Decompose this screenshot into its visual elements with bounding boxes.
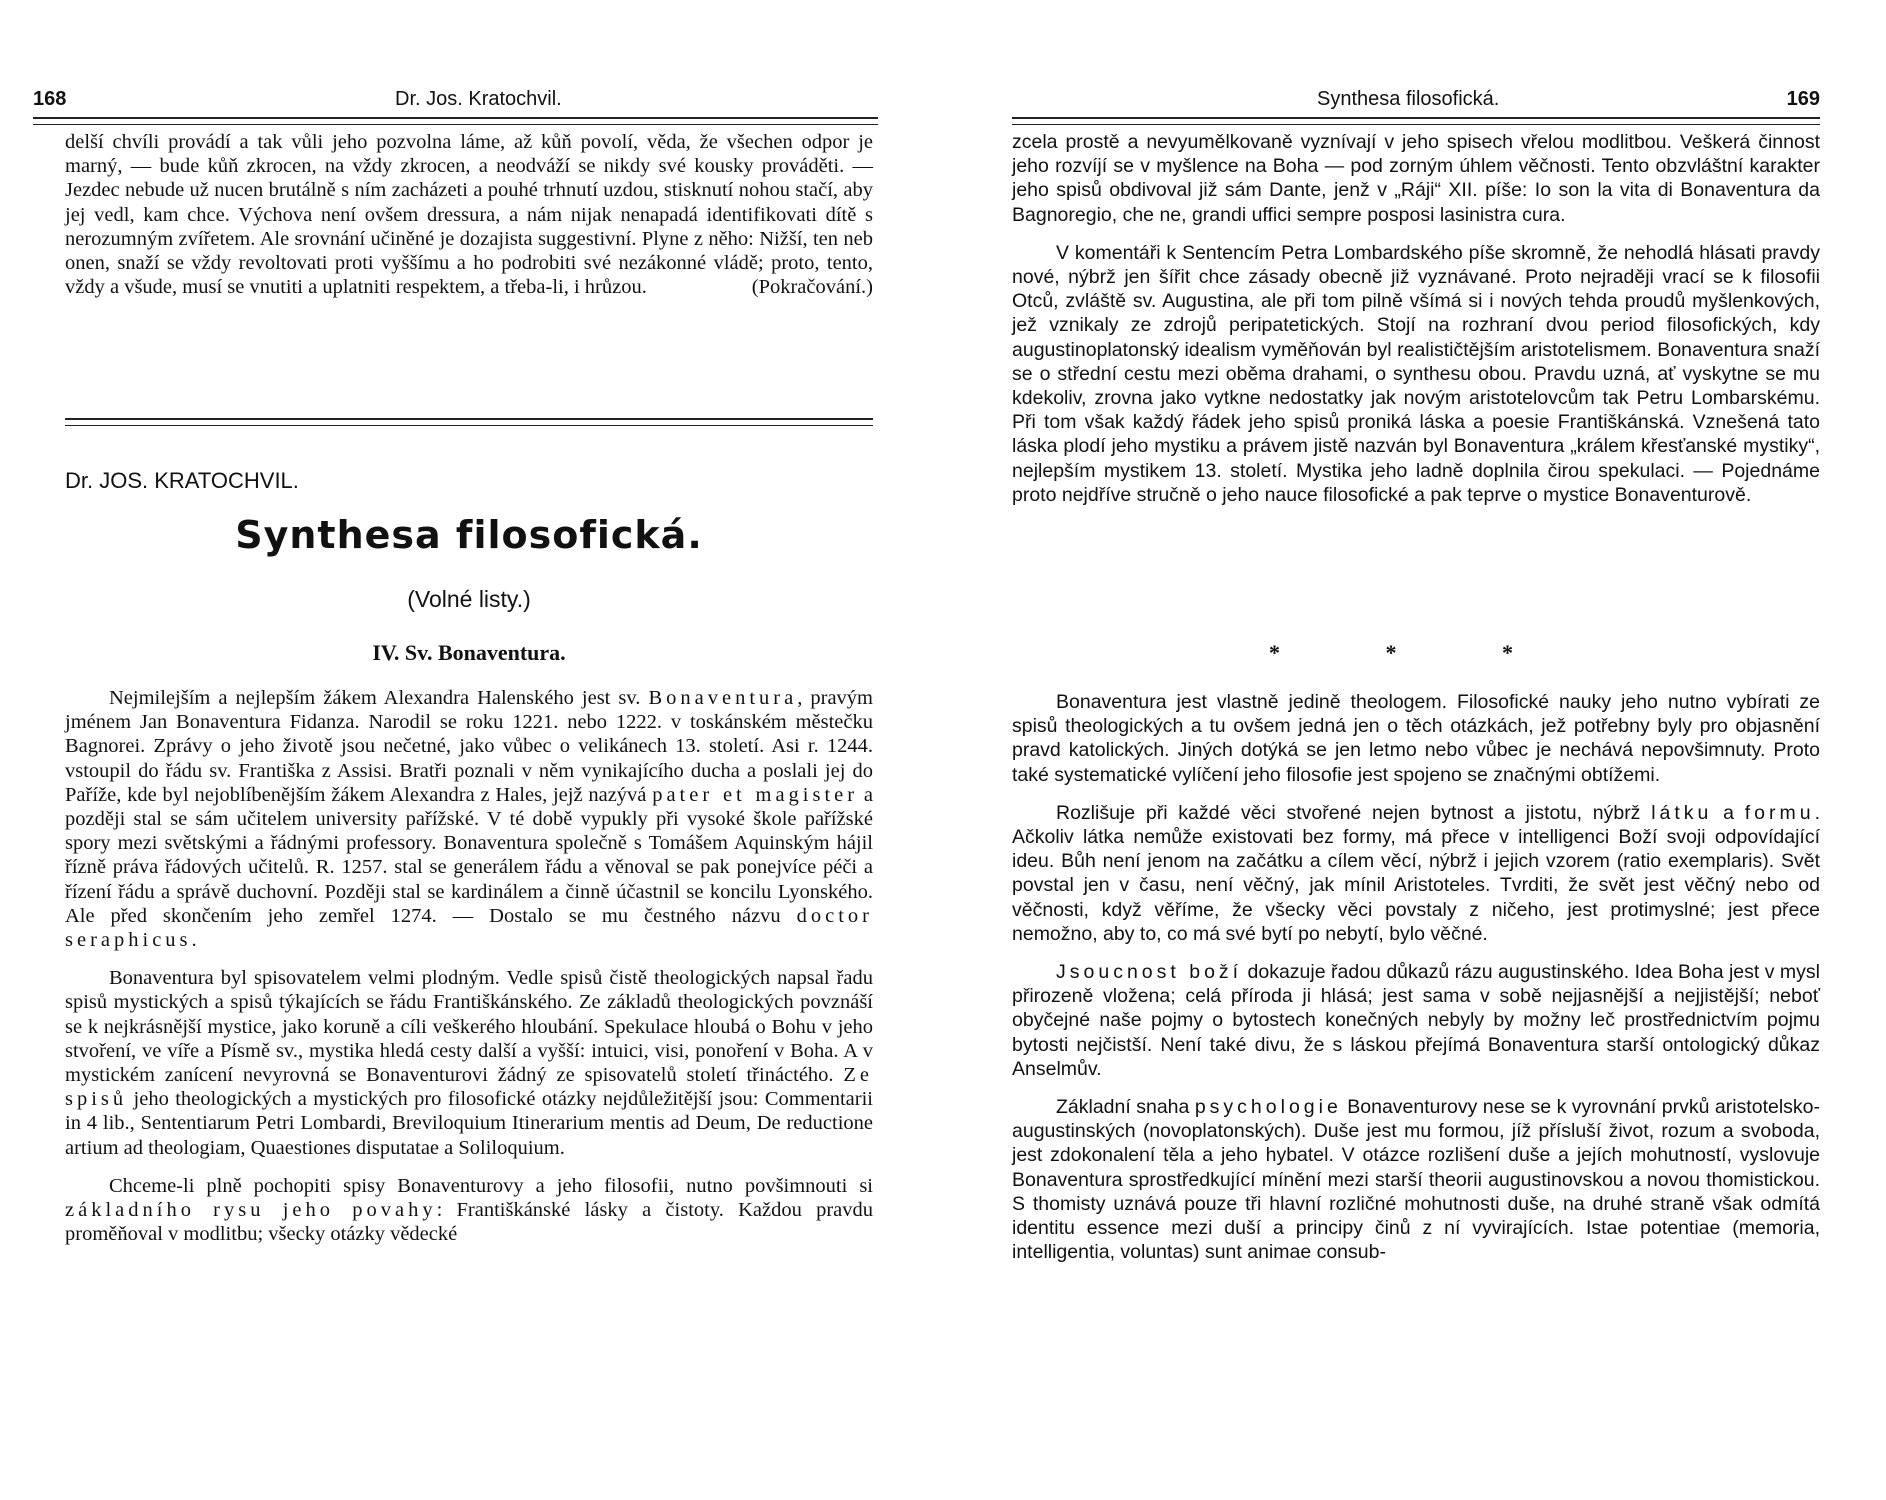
- paragraph: Rozlišuje při každé věci stvořené nejen bytnost a jistotu, nýbrž látku a formu. Ačkoliv látka nemůže existovati bez formy, má přece v intelligenci Boží svoji odpovídající ideu. Bůh není jenom na začátku a cílem věcí, nýbrž i jejich vzorem (ratio exemplaris). Svět povstal jen v času, není věčný, jak mínil Aristoteles. Tvrditi, že svět jest věčný nebo od věčnosti, když věříme, že všecky věci povstaly z ničeho, jest protimyslné; jest přece nemožno, aby to, co má své bytí po nebytí, bylo věčné.: [1012, 801, 1821, 945]
- right-page-number: 169: [1786, 88, 1820, 110]
- right-body-top: [1012, 130, 1820, 521]
- paragraph: Jsoucnost boží dokazuje řadou důkazů rázu augustinského. Idea Boha jest v mysl přirozeně vložena; celá příroda ji hlásá; jest sama v sobě nejjasnější a nejjistější; neboť obyčejné naše pojmy o bytostech konečných nebyly by možny leč prostřednictvím pojmu bytosti nejčistší. Není také divu, že s láskou přejímá Bonaventura starší ontologický důkaz Anselmův.: [1012, 961, 1820, 1080]
- article-subtitle: (Volné listy.): [407, 586, 531, 612]
- right-running-head: [1012, 88, 1820, 118]
- section-heading: IV. Sv. Bonaventura.: [372, 640, 566, 665]
- left-page: [33, 0, 874, 1500]
- paragraph: Nejmilejším a nejlepším žákem Alexandra Halenského jest sv. Bonaventura, pravým jménem Jan Bonaventura Fidanza. Narodil se roku 1221. nebo 1222. v toskánském městečku Bagnorei. Zprávy o jeho životě jsou nečetné, jako vůbec o velikánech 13. století. Asi r. 1244. vstoupil do řádu sv. Františka z Assisi. Bratři poznali v něm vynikajícího ducha a poslali jej do Paříže, kde byl nejoblíbenějším žákem Alexandra z Hales, jejž nazývá pater et magister a později stal se sám učitelem university pařížské. V té době vypukly při vysoké škole pařížské spory mezi světskými a řádnými professory. Bonaventura společně s Tomášem Aquinským hájil řízně práva řádových učitelů. R. 1257. stal se generálem řádu a věnoval se pak ponejvíce péči a řízení řádu a správě duchovní. Později stal se kardinálem a činně účastnil se koncilu Lyonského. Ale před skončením jeho zemřel 1274. — Dostalo se mu čestného názvu doctor seraphicus.: [65, 687, 874, 952]
- left-running-head: [33, 88, 873, 118]
- paragraph: Základní snaha psychologie Bonaventurovy nese se k vyrovnání prvků aristotelsko-augustinských (novoplatonských). Duše jest mu formou, jíž přísluší život, rozum a svoboda, jest zdokonalení těla a jeho hybatel. V otázce rozlišení duše a jejích mohutností, vyslovuje Bonaventura sprostředkující mínění mezi starší theorii augustinovskou a novou thomistickou. S thomisty uznává pouze tři hlavní rozličné mohutnosti duše, na druhé straně však odmítá identitu essence mezi duší a principy činů z ní vyvirajících. Istae potentiae (memoria, intelligentia, voluntas) sunt animae consub-: [1012, 1096, 1820, 1264]
- paragraph: Bonaventura jest vlastně jedině theologem. Filosofické nauky jeho nutno vybírati ze spisů theologických a tu ovšem jedná jen o těch otázkách, jež potřebny byly pro objasnění pravd katolických. Jiných dotýká se jen letmo nebo vůbec je nechává nepovšimnuty. Proto také systematické vylíčení jeho filosofie jest spojeno se značnými obtížemi.: [1012, 691, 1820, 786]
- section-break-stars: * * *: [1269, 640, 1563, 665]
- left-page-number: 168: [33, 88, 67, 110]
- right-running-title: Synthesa filosofická.: [1317, 88, 1500, 110]
- continued-note: (Pokračování.): [751, 276, 873, 299]
- article-separator-rule: [65, 418, 873, 426]
- header-rule: [1012, 117, 1820, 125]
- article-title: Synthesa filosofická.: [235, 513, 703, 557]
- article-author: Dr. JOS. KRATOCHVIL.: [65, 468, 299, 493]
- header-rule: [33, 117, 878, 125]
- left-running-title: Dr. Jos. Kratochvil.: [395, 88, 562, 110]
- paragraph: zcela prostě a nevyumělkovaně vyznívají v jeho spisech vřelou modlitbou. Veškerá činnost jeho rozvíjí se v myšlence na Boha — pod zorným úhlem věčnosti. Tento obzvláštní karakter jeho spisů obdivoval již sám Dante, jenž v „Ráji“ XII. píše: Io son la vita di Bonaventura da Bagnoregio, che ne, grandi uffici sempre posposi lasinistra cura.: [1012, 131, 1820, 226]
- continuation-text: delší chvíli provádí a tak vůli jeho pozvolna láme, až kůň povolí, věda, že všechen odpor je marný, — bude kůň zkrocen, na vždy zkrocen, a neodváží se nikdy své kousky prováděti. — Jezdec nebude už nucen brutálně s ním zacházeti a pouhé trhnutí uzdou, stisknutí nohou stačí, aby jej vedl, kam chce. Výchova není ovšem dressura, a nám nijak nenapadá identifikovati dítě s nerozumným zvířetem. Ale srovnání učiněné je dozajista suggestivní. Plyne z něho: Nižší, ten neb onen, snaží se vždy revoltovati proti vyššímu a ho podrobiti své nezákonné vládě; proto, tento, vždy a všude, musí se vnutiti a uplatniti respektem, a třeba-li, i hrůzou. (Pokračování.): [65, 131, 873, 299]
- paragraph: Chceme-li plně pochopiti spisy Bonaventurovy a jeho filosofii, nutno povšimnouti si základního rysu jeho povahy: Františkánské lásky a čistoty. Každou pravdu proměňoval v modlitbu; všecky otázky vědecké: [65, 1174, 874, 1246]
- paragraph: Bonaventura byl spisovatelem velmi plodným. Vedle spisů čistě theologických napsal řadu spisů mystických a spisů týkajících se řádu Františkánského. Ze základů theologických povznáší se k nejkrásnější mystice, jako koruně a cíli veškerého hloubání. Spekulace hloubá o Bohu v jeho stvoření, ve víře a Písmě sv., mystika hledá cesty další a vyšší: intuici, visi, ponoření v Boha. A v mystickém zanícení nevyrovná se Bonaventurovi žádný ze spisovatelů století třináctého. Ze spisů jeho theologických a mystických pro filosofické otázky nejdůležitější jsou: Commentarii in 4 lib., Sententiarum Petri Lombardi, Breviloquium Itinerarium mentis ad Deum, De reductione artium ad theologiam, Quaestiones disputatae a Soliloquium.: [65, 967, 873, 1159]
- paragraph: V komentáři k Sentencím Petra Lombardského píše skromně, že nehodlá hlásati pravdy nové, nýbrž jen šířit chce zásady obecně již vyznávané. Proto nejraději vrací se k filosofii Otců, zvláště sv. Augustina, ale při tom pilně všímá si i nových tehda proudů myšlenkových, jež vznikaly ze zdrojů peripatetických. Stojí na rozhraní dvou period filosofických, kdy augustinoplatonský idealism vyměňován byl realističtějším aristotelismem. Bonaventura snaží se o střední cestu mezi oběma drahami, o synthesu obou. Pravdu uzná, ať vyskytne se mu kdekoliv, zrovna jako vytkne nedostatky jak novým aristotelovcům tak Petru Lombarskému. Při tom však každý řádek jeho spisů proniká láska a poesie Františkánská. Vznešená tato láska plodí jeho mystiku a právem jistě nazván byl Bonaventura „králem křesťanské mystiky“, nejlepším mystikem 13. století. Mystika jeho ladně doplnila čirou spekulaci. — Pojednáme proto nejdříve stručně o jeho nauce filosofické a pak teprve o mystice Bonaventurově.: [1012, 241, 1820, 506]
- right-body-bottom: [1012, 690, 1820, 1278]
- right-page: [1012, 0, 1820, 1500]
- left-article-body: [65, 686, 873, 1260]
